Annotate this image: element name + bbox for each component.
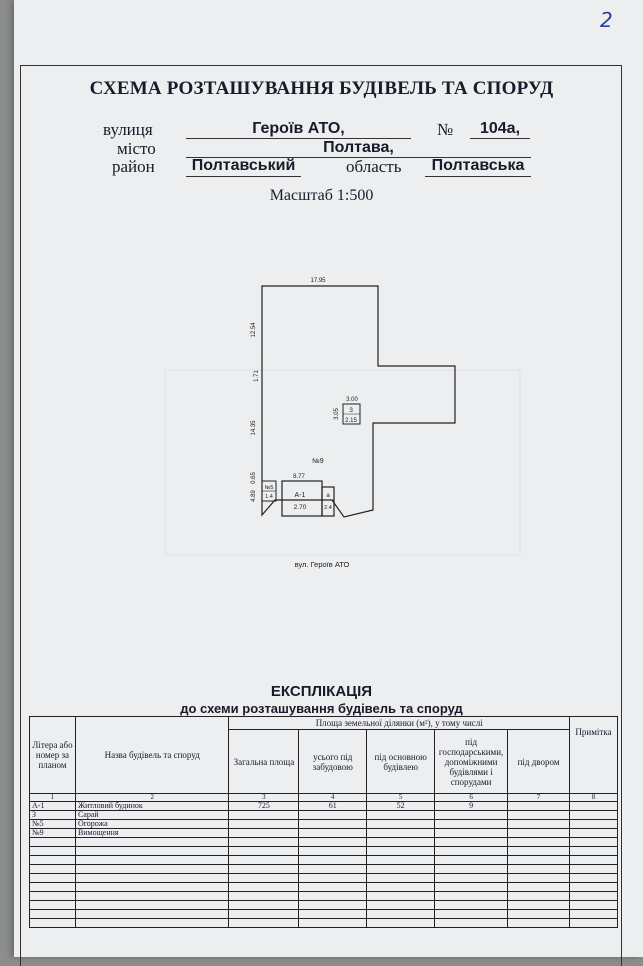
empty-cell	[367, 883, 435, 892]
empty-cell	[569, 874, 617, 883]
empty-cell	[508, 847, 570, 856]
document-title: СХЕМА РОЗТАШУВАННЯ БУДІВЕЛЬ ТА СПОРУД	[89, 78, 554, 99]
empty-cell	[75, 865, 229, 874]
cell-aux	[435, 820, 508, 829]
empty-cell	[30, 892, 76, 901]
empty-cell	[435, 847, 508, 856]
cell-total	[229, 820, 299, 829]
empty-cell	[367, 856, 435, 865]
explication-subtitle: до схеми розташування будівель та споруд	[180, 701, 463, 716]
empty-cell	[435, 865, 508, 874]
column-number: 3	[229, 794, 299, 802]
empty-cell	[367, 892, 435, 901]
empty-cell	[30, 838, 76, 847]
empty-cell	[299, 847, 367, 856]
empty-row	[30, 847, 618, 856]
region-value: Полтавська	[431, 157, 525, 174]
empty-cell	[569, 883, 617, 892]
empty-cell	[75, 838, 229, 847]
empty-cell	[30, 910, 76, 919]
house-code: А-1	[294, 492, 306, 499]
empty-row	[30, 910, 618, 919]
empty-cell	[229, 892, 299, 901]
cell-note	[569, 829, 617, 838]
cell-yard	[508, 802, 570, 811]
city-label: місто	[117, 139, 156, 158]
empty-cell	[299, 874, 367, 883]
cell-aux	[435, 829, 508, 838]
annex-value: 2.4	[324, 505, 332, 511]
street-caption: вул. Героїв АТО	[294, 560, 350, 569]
cell-yard	[508, 820, 570, 829]
column-number: 5	[367, 794, 435, 802]
empty-cell	[229, 865, 299, 874]
empty-cell	[508, 856, 570, 865]
empty-cell	[299, 910, 367, 919]
cell-built: 61	[299, 802, 367, 811]
empty-cell	[435, 874, 508, 883]
dim-left-lower: 14.35	[251, 420, 257, 436]
annex-code: а	[326, 493, 330, 499]
region-label: область	[346, 157, 402, 176]
empty-cell	[508, 865, 570, 874]
cell-built	[299, 829, 367, 838]
empty-cell	[299, 838, 367, 847]
empty-cell	[435, 838, 508, 847]
empty-cell	[30, 883, 76, 892]
empty-cell	[367, 874, 435, 883]
empty-cell	[367, 910, 435, 919]
cell-total	[229, 811, 299, 820]
empty-cell	[435, 901, 508, 910]
header-yard: під двором	[508, 730, 570, 794]
street-label: вулиця	[103, 120, 153, 139]
empty-cell	[229, 883, 299, 892]
empty-cell	[299, 856, 367, 865]
handwritten-page-number: 2	[600, 8, 613, 32]
empty-cell	[30, 856, 76, 865]
empty-cell	[435, 910, 508, 919]
cell-total: 725	[229, 802, 299, 811]
bleed-through-shape	[165, 370, 520, 555]
empty-cell	[508, 919, 570, 928]
empty-cell	[229, 874, 299, 883]
empty-cell	[299, 919, 367, 928]
plot-outline	[262, 286, 455, 517]
shed-height-dim: 3.05	[334, 408, 340, 420]
dim-left-small: 0.65	[251, 472, 257, 484]
empty-cell	[229, 838, 299, 847]
empty-cell	[435, 883, 508, 892]
empty-cell	[75, 847, 229, 856]
header-area-group: Площа земельної ділянки (м²), у тому числі	[229, 717, 570, 730]
fence-value: 1.4	[265, 494, 273, 500]
explication-title: ЕКСПЛІКАЦІЯ	[270, 683, 373, 700]
empty-cell	[569, 856, 617, 865]
empty-cell	[367, 901, 435, 910]
shed-code: З	[349, 408, 353, 414]
table-row	[30, 829, 618, 838]
city-value: Полтава,	[323, 139, 394, 156]
empty-cell	[299, 892, 367, 901]
empty-cell	[569, 865, 617, 874]
cell-main	[367, 820, 435, 829]
empty-row	[30, 874, 618, 883]
empty-cell	[508, 838, 570, 847]
cell-note	[569, 820, 617, 829]
empty-cell	[367, 865, 435, 874]
header-code: Літера або номер за планом	[30, 717, 76, 794]
empty-cell	[30, 901, 76, 910]
column-number: 4	[299, 794, 367, 802]
dim-inner-width: 8.77	[293, 474, 305, 480]
empty-cell	[435, 919, 508, 928]
cell-name: Огорожа	[75, 820, 229, 829]
empty-cell	[569, 910, 617, 919]
cell-aux: 9	[435, 802, 508, 811]
dim-left-upper: 12.54	[251, 322, 257, 338]
shed-inner: 2.15	[345, 418, 357, 424]
dim-left-mid: 1.71	[254, 370, 260, 382]
cell-code: З	[30, 811, 76, 820]
house-value: 2.70	[293, 504, 307, 511]
table-row	[30, 811, 618, 820]
cell-code: №9	[30, 829, 76, 838]
district-label: район	[112, 157, 155, 176]
empty-cell	[367, 919, 435, 928]
empty-cell	[569, 919, 617, 928]
empty-row	[30, 883, 618, 892]
cell-note	[569, 811, 617, 820]
cell-name: Сарай	[75, 811, 229, 820]
cell-yard	[508, 829, 570, 838]
empty-cell	[75, 874, 229, 883]
cell-name: Вимощення	[75, 829, 229, 838]
empty-row	[30, 892, 618, 901]
empty-cell	[229, 919, 299, 928]
empty-cell	[75, 910, 229, 919]
empty-cell	[367, 847, 435, 856]
empty-cell	[508, 910, 570, 919]
district-value: Полтавський	[191, 157, 296, 174]
header-total: Загальна площа	[229, 730, 299, 794]
empty-cell	[229, 901, 299, 910]
column-number: 6	[435, 794, 508, 802]
empty-cell	[569, 901, 617, 910]
column-number: 2	[75, 794, 229, 802]
empty-row	[30, 865, 618, 874]
empty-cell	[299, 883, 367, 892]
empty-cell	[229, 847, 299, 856]
fence-label: №5	[264, 485, 274, 491]
empty-cell	[508, 901, 570, 910]
empty-cell	[75, 892, 229, 901]
empty-cell	[75, 919, 229, 928]
empty-row	[30, 838, 618, 847]
empty-cell	[229, 856, 299, 865]
empty-cell	[508, 874, 570, 883]
dim-top: 17.95	[310, 278, 326, 284]
empty-cell	[508, 892, 570, 901]
column-number: 1	[30, 794, 76, 802]
empty-cell	[508, 883, 570, 892]
empty-cell	[75, 856, 229, 865]
empty-cell	[30, 865, 76, 874]
empty-cell	[299, 901, 367, 910]
empty-cell	[435, 856, 508, 865]
cell-yard	[508, 811, 570, 820]
cell-main: 52	[367, 802, 435, 811]
empty-row	[30, 856, 618, 865]
header-built: усього під забудовою	[299, 730, 367, 794]
street-value: Героїв АТО,	[252, 120, 345, 137]
empty-cell	[569, 892, 617, 901]
empty-cell	[569, 838, 617, 847]
empty-cell	[299, 865, 367, 874]
number-label: №	[437, 120, 454, 139]
cell-code: А-1	[30, 802, 76, 811]
empty-cell	[30, 919, 76, 928]
cell-code: №5	[30, 820, 76, 829]
plot-label: №9	[312, 458, 324, 465]
header-note: Примітка	[569, 717, 617, 794]
cell-name: Житловий будинок	[75, 802, 229, 811]
number-value: 104а,	[479, 120, 521, 137]
empty-row	[30, 901, 618, 910]
column-number: 8	[569, 794, 617, 802]
empty-row	[30, 919, 618, 928]
scale-label: Масштаб 1:500	[269, 187, 374, 204]
empty-cell	[367, 838, 435, 847]
empty-cell	[229, 910, 299, 919]
shed-width: 3.00	[346, 397, 358, 403]
cell-main	[367, 829, 435, 838]
dim-left-bottom: 4.89	[251, 490, 257, 502]
empty-cell	[75, 883, 229, 892]
table-row	[30, 802, 618, 811]
annex-outline	[322, 487, 334, 516]
cell-built	[299, 820, 367, 829]
empty-cell	[30, 874, 76, 883]
header-main: під основною будівлею	[367, 730, 435, 794]
cell-aux	[435, 811, 508, 820]
empty-cell	[569, 847, 617, 856]
header-name: Назва будівель та споруд	[75, 717, 229, 794]
empty-cell	[435, 892, 508, 901]
column-number: 7	[508, 794, 570, 802]
header-aux: під господарськими, допоміжними будівлями і спорудами	[435, 730, 508, 794]
empty-cell	[75, 901, 229, 910]
explication-table	[29, 716, 618, 928]
cell-note	[569, 802, 617, 811]
cell-total	[229, 829, 299, 838]
cell-built	[299, 811, 367, 820]
empty-cell	[30, 847, 76, 856]
cell-main	[367, 811, 435, 820]
